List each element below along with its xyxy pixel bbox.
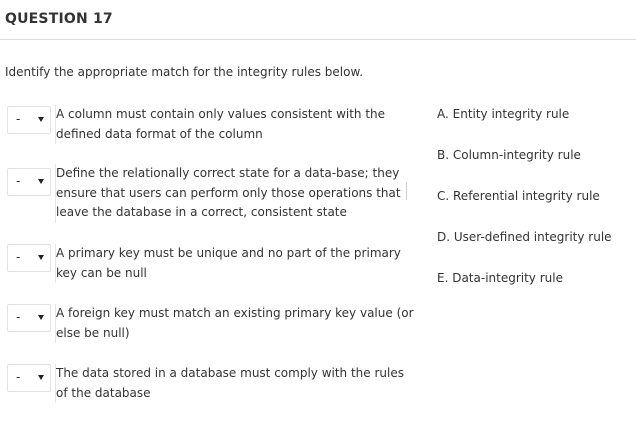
match-select-1[interactable] (7, 106, 51, 134)
match-select-2[interactable] (7, 168, 51, 196)
select-value: - (16, 112, 21, 126)
chevron-down-icon (38, 375, 44, 380)
chevron-down-icon (38, 315, 44, 320)
match-prompt-text: A column must contain only values consistent with the defined data format of the column (55, 105, 416, 144)
chevron-down-icon (38, 179, 44, 184)
select-value: - (16, 310, 21, 324)
match-prompt-text: A primary key must be unique and no part of the primary key can be null (55, 244, 416, 283)
select-value: - (16, 174, 21, 188)
match-prompt-text: Define the relationally correct state for a data-base; they ensure that users can perform only those operations that leave the database in a correct, consistent state (55, 164, 416, 223)
answer-option-b: B. Column-integrity rule (437, 148, 581, 162)
match-select-4[interactable] (7, 304, 51, 332)
answer-option-e: E. Data-integrity rule (437, 271, 563, 285)
text-cursor (406, 182, 407, 200)
match-select-5[interactable] (7, 364, 51, 392)
chevron-down-icon (38, 117, 44, 122)
answer-option-c: C. Referential integrity rule (437, 189, 600, 203)
match-prompt-text: A foreign key must match an existing primary key value (or else be null) (55, 304, 416, 343)
answer-option-a: A. Entity integrity rule (437, 107, 570, 121)
question-title: QUESTION 17 (5, 11, 113, 27)
chevron-down-icon (38, 255, 44, 260)
select-value: - (16, 250, 21, 264)
header-divider (0, 39, 636, 40)
answer-option-d: D. User-defined integrity rule (437, 230, 612, 244)
match-prompt-text: The data stored in a database must comply with the rules of the database (55, 364, 416, 403)
question-instructions: Identify the appropriate match for the integrity rules below. (5, 65, 364, 79)
match-select-3[interactable] (7, 244, 51, 272)
select-value: - (16, 370, 21, 384)
